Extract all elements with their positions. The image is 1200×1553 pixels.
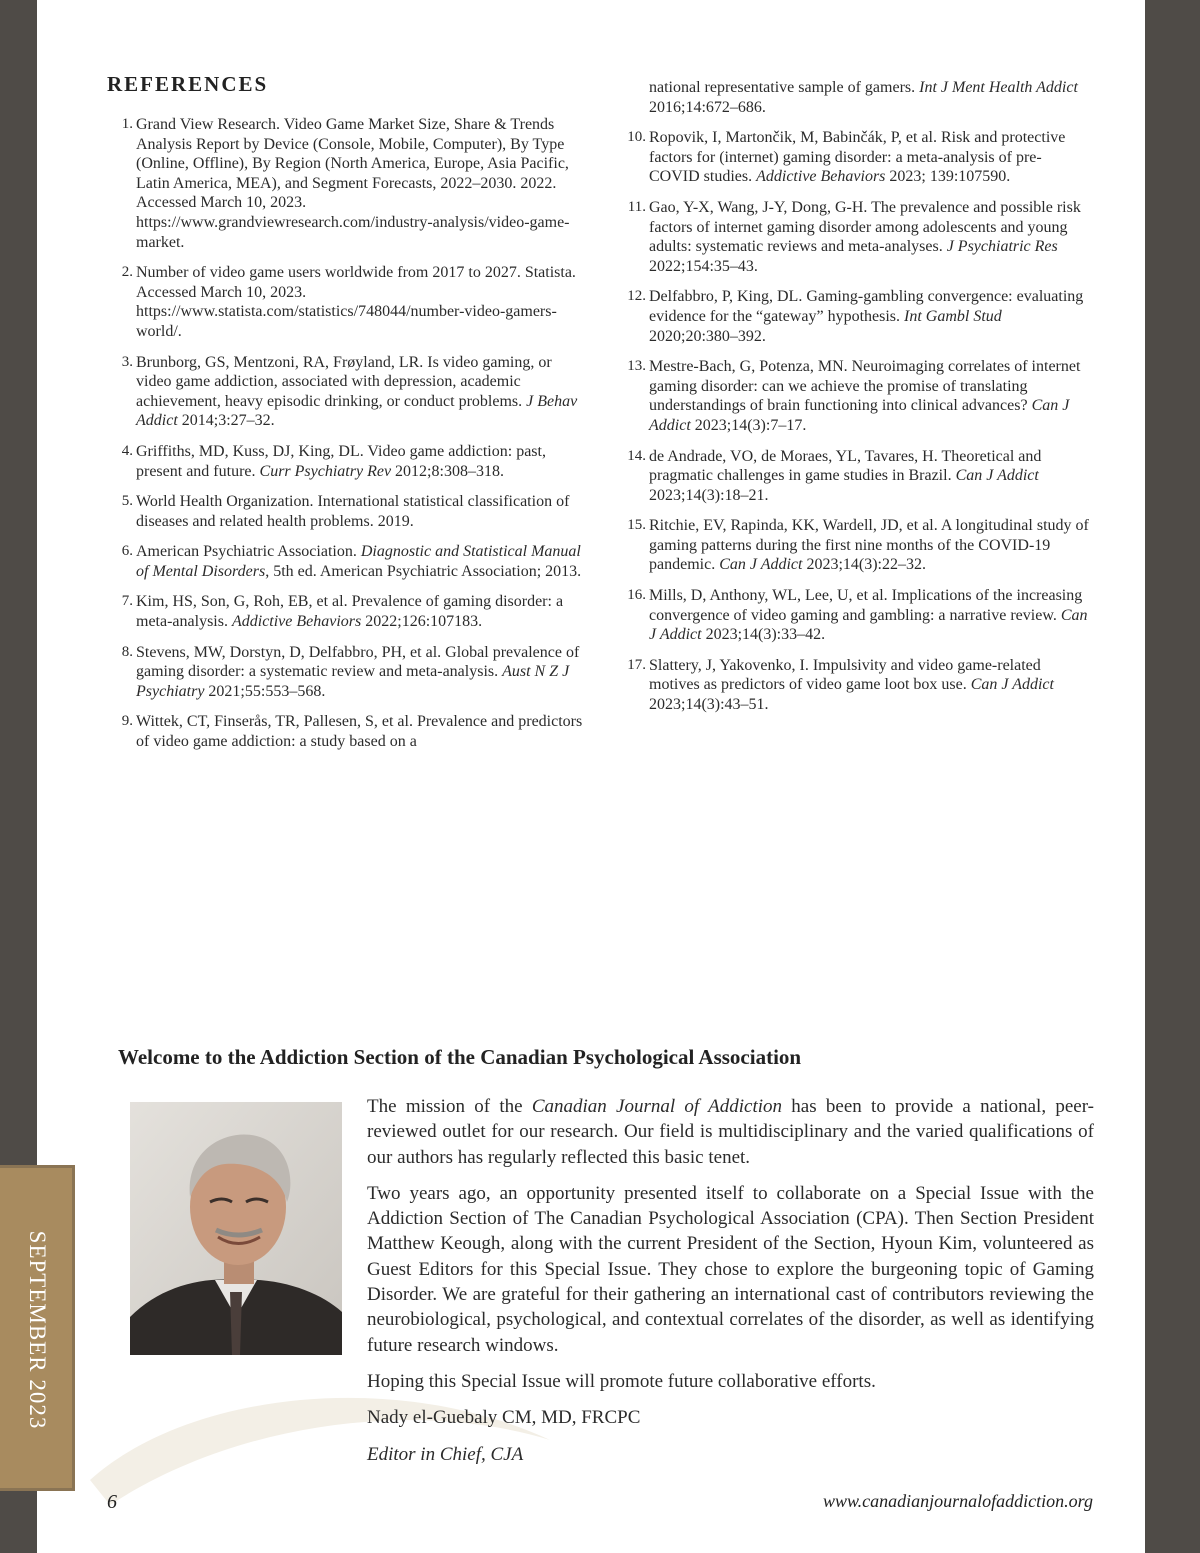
reference-number: 10. bbox=[627, 129, 646, 146]
reference-number: 7. bbox=[121, 593, 133, 610]
reference-source-title: Can J Addict bbox=[719, 556, 803, 574]
reference-source-title: Can J Addict bbox=[970, 676, 1054, 694]
reference-text: 2023;14(3):43–51. bbox=[649, 696, 769, 714]
reference-source-title: Aust N Z J Psychiatry bbox=[136, 663, 570, 700]
reference-text: 2023;14(3):7–17. bbox=[690, 416, 807, 434]
page-number: 6 bbox=[107, 1491, 117, 1513]
references-heading: REFERENCES bbox=[107, 72, 269, 96]
reference-source-title: Int J Ment Health Addict bbox=[919, 79, 1078, 96]
reference-item bbox=[620, 357, 1092, 435]
signature-role: Editor in Chief, CJA bbox=[367, 1443, 524, 1465]
reference-number: 2. bbox=[121, 264, 133, 281]
reference-text: national representative sample of gamers. bbox=[649, 79, 920, 96]
reference-item bbox=[107, 712, 587, 751]
reference-item bbox=[620, 586, 1092, 645]
reference-number: 17. bbox=[627, 656, 646, 673]
references-left-column bbox=[107, 115, 587, 763]
reference-source-title: Int Gambl Stud bbox=[904, 307, 1002, 325]
reference-text: Delfabbro, P, King, DL. Gaming-gambling convergence: evaluating evidence for the “gateway” hypothesis. bbox=[649, 288, 1084, 325]
reference-source-title: Addictive Behaviors bbox=[756, 168, 886, 186]
reference-text: 2022;154:35–43. bbox=[649, 257, 758, 275]
reference-number: 1. bbox=[121, 116, 133, 132]
reference-item bbox=[620, 447, 1092, 506]
reference-number: 8. bbox=[121, 643, 133, 660]
welcome-paragraph-2: Two years ago, an opportunity presented itself to collaborate on a Special Issue with the Addiction Section of The Canadian Psychological Association (CPA). Then Section President Matthew Keough, along with the current President of the Section, Hyoun Kim, volunteered as Guest Editors for this Special Issue. They chose to explore the burgeoning topic of Gaming Disorder. We are grateful for their gathering an international cast of contributors reviewing the neurobiological, psychological, and contextual correlates of the disorder, as well as identifying future research windows. bbox=[367, 1182, 1094, 1356]
reference-item bbox=[107, 442, 587, 481]
reference-text: 2022;126:107183. bbox=[361, 613, 483, 631]
reference-item bbox=[620, 198, 1092, 276]
reference-text: 2023;14(3):22–32. bbox=[802, 556, 926, 574]
reference-item bbox=[620, 656, 1092, 715]
reference-text: Wittek, CT, Finserås, TR, Pallesen, S, et al. Prevalence and predictors of video game addiction: a study based on a bbox=[136, 713, 583, 751]
reference-number: 5. bbox=[121, 493, 133, 510]
reference-number: 11. bbox=[627, 198, 646, 215]
reference-source-title: Can J Addict bbox=[955, 467, 1039, 485]
welcome-body bbox=[367, 1094, 1094, 1478]
reference-text: Ritchie, EV, Rapinda, KK, Wardell, JD, et al. A longitudinal study of gaming patterns during the first nine months of the COVID-19 pandemic. bbox=[649, 517, 1089, 574]
welcome-title: Welcome to the Addiction Section of the Canadian Psychological Association bbox=[118, 1045, 802, 1069]
reference-item bbox=[620, 516, 1092, 575]
reference-item bbox=[107, 542, 587, 581]
reference-number: 3. bbox=[121, 353, 133, 370]
reference-number: 9. bbox=[121, 713, 133, 730]
reference-number: 12. bbox=[627, 288, 646, 305]
reference-source-title: Can J Addict bbox=[649, 397, 1070, 434]
reference-text: World Health Organization. International statistical classification of diseases and related health problems. 2019. bbox=[136, 493, 570, 530]
reference-text: Slattery, J, Yakovenko, I. Impulsivity and video game-related motives as predictors of video game loot box use. bbox=[649, 656, 1041, 694]
reference-text: Griffiths, MD, Kuss, DJ, King, DL. Video game addiction: past, present and future. bbox=[136, 442, 546, 480]
editor-portrait-photo bbox=[130, 1102, 342, 1355]
reference-text: American Psychiatric Association. bbox=[136, 543, 361, 561]
reference-text: Stevens, MW, Dorstyn, D, Delfabbro, PH, et al. Global prevalence of gaming disorder: a systematic review and meta-analysis. bbox=[136, 643, 580, 681]
reference-text: Number of video game users worldwide from 2017 to 2027. Statista. Accessed March 10, 2023. https://www.statista.com/statistics/748044/number-video-gamers-world/. bbox=[136, 264, 576, 340]
reference-text: 2014;3:27–32. bbox=[177, 412, 275, 430]
reference-item bbox=[107, 115, 587, 252]
footer-website-url[interactable]: www.canadianjournalofaddiction.org bbox=[822, 1491, 1093, 1511]
reference-item bbox=[620, 287, 1092, 346]
reference-source-title: Diagnostic and Statistical Manual of Mental Disorders bbox=[136, 543, 581, 580]
reference-item bbox=[107, 643, 587, 702]
reference-text: Ropovik, I, Martončik, M, Babinčák, P, et al. Risk and protective factors for (internet) gaming disorder: a meta-analysis of pre-COVID studies. bbox=[649, 129, 1066, 186]
reference-item bbox=[107, 263, 587, 341]
reference-item bbox=[107, 492, 587, 531]
reference-text: Grand View Research. Video Game Market Size, Share & Trends Analysis Report by Device (Console, Mobile, Computer), By Type (Online, Offline), By Region (North America, Europe, Asia Pacific, Latin America, MEA), and Segment Forecasts, 2022–2030. 2022. Accessed March 10, 2023. https://www.grandviewresearch.com/industry-analysis/video-game-market. bbox=[136, 116, 570, 251]
reference-text: Mestre-Bach, G, Potenza, MN. Neuroimaging correlates of internet gaming disorder: can we achieve the promise of translating understandings of brain functioning into clinical advances? bbox=[649, 358, 1081, 415]
reference-source-title: Addictive Behaviors bbox=[231, 613, 362, 631]
reference-number: 15. bbox=[627, 517, 646, 534]
reference-source-title: Can J Addict bbox=[649, 606, 1088, 644]
reference-number: 14. bbox=[627, 447, 646, 464]
reference-number: 4. bbox=[121, 442, 133, 459]
reference-text: , 5th ed. American Psychiatric Association; 2013. bbox=[265, 562, 582, 580]
reference-text: 2020;20:380–392. bbox=[649, 327, 766, 345]
side-tab-label: SEPTEMBER 2023 bbox=[25, 1230, 50, 1430]
reference-source-title: Curr Psychiatry Rev bbox=[259, 462, 392, 480]
reference-number: 6. bbox=[121, 543, 133, 560]
reference-item bbox=[620, 128, 1092, 187]
welcome-paragraph-1: The mission of the Canadian Journal of Addiction has been to provide a national, peer-reviewed outlet for our research. Our field is multidisciplinary and the varied qualifications of our authors has regularly reflected this basic tenet. bbox=[367, 1096, 1094, 1168]
references-right-column bbox=[620, 78, 1092, 726]
reference-source-title: J Psychiatric Res bbox=[946, 238, 1058, 256]
reference-text: Mills, D, Anthony, WL, Lee, U, et al. Implications of the increasing convergence of video gaming and gambling: a narrative review. bbox=[649, 587, 1083, 624]
reference-item bbox=[107, 592, 587, 631]
reference-text: 2023;14(3):33–42. bbox=[701, 626, 826, 644]
reference-source-title: J Behav Addict bbox=[136, 392, 578, 430]
reference-text: 2023; 139:107590. bbox=[885, 168, 1011, 186]
reference-text: Gao, Y-X, Wang, J-Y, Dong, G-H. The prevalence and possible risk factors of internet gaming disorder among adolescents and young adults: systematic reviews and meta-analyses. bbox=[649, 198, 1081, 256]
reference-number: 16. bbox=[627, 587, 646, 604]
welcome-paragraph-3: Hoping this Special Issue will promote future collaborative efforts. bbox=[367, 1370, 876, 1392]
reference-text: de Andrade, VO, de Moraes, YL, Tavares, H. Theoretical and pragmatic challenges in game studies in Brazil. bbox=[649, 447, 1042, 485]
reference-text: 2021;55:553–568. bbox=[204, 682, 326, 700]
signature-name: Nady el-Guebaly CM, MD, FRCPC bbox=[367, 1407, 641, 1429]
reference-text: Kim, HS, Son, G, Roh, EB, et al. Prevalence of gaming disorder: a meta-analysis. bbox=[136, 593, 564, 631]
reference-number: 13. bbox=[627, 358, 646, 375]
reference-text: 2023;14(3):18–21. bbox=[649, 486, 769, 504]
reference-text: 2012;8:308–318. bbox=[391, 462, 504, 480]
reference-text: 2016;14:672–686. bbox=[649, 98, 766, 116]
reference-item bbox=[620, 78, 1092, 117]
reference-item bbox=[107, 353, 587, 431]
reference-text: Brunborg, GS, Mentzoni, RA, Frøyland, LR. Is video gaming, or video game addiction, associated with depression, academic achievement, heavy episodic drinking, or conduct problems. bbox=[136, 353, 552, 410]
journal-title: Canadian Journal of Addiction bbox=[531, 1096, 783, 1117]
